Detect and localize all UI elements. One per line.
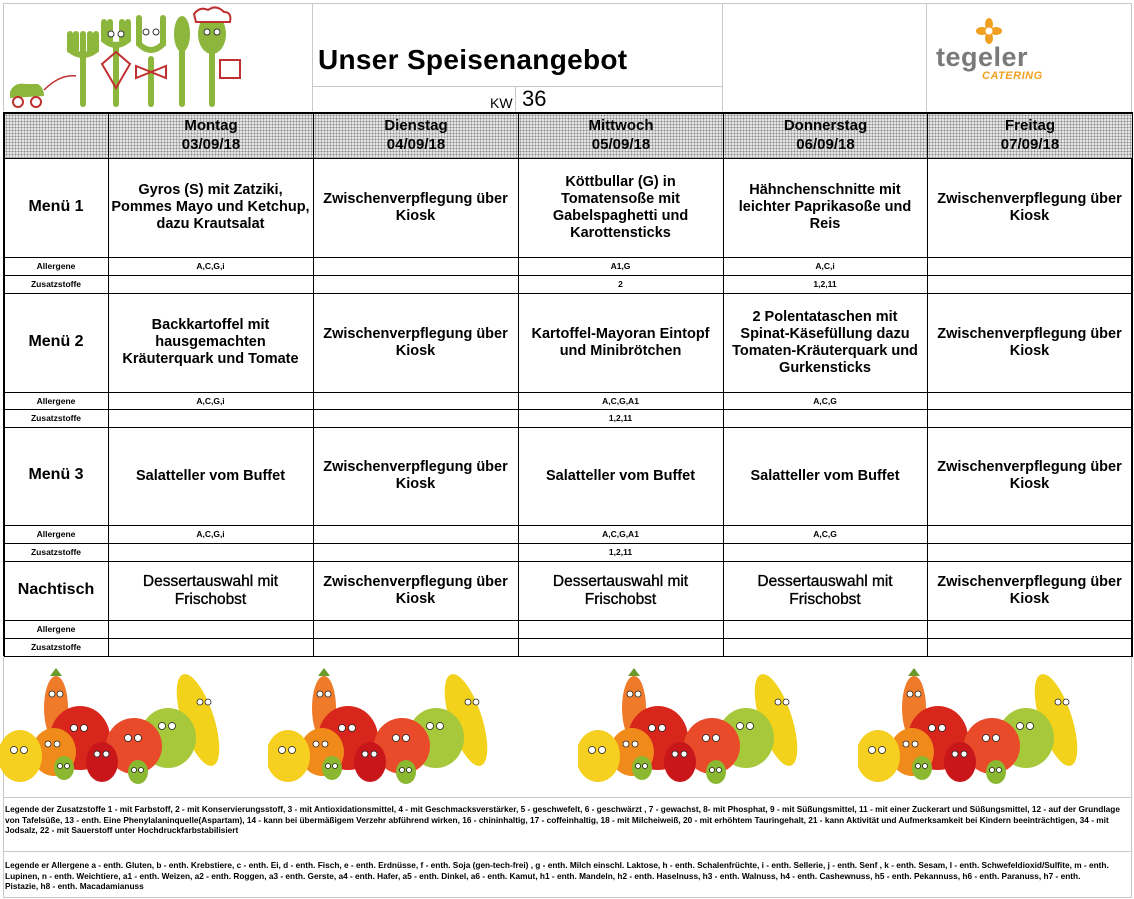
day-header — [109, 114, 313, 158]
allergene-row-label: Allergene — [36, 396, 76, 406]
dish-cell: Köttbullar (G) in Tomatensoße mit Gabelspaghetti und Karottensticks — [552, 173, 689, 241]
day-header — [724, 114, 927, 158]
day-date: 03/09/18 — [181, 136, 241, 153]
brand-name: tegeler — [936, 42, 1029, 72]
dish-cell: Kartoffel-Mayoran Eintopf und Minibrötchen — [531, 325, 710, 359]
dish-cell: Zwischenverpflegung über Kiosk — [937, 459, 1122, 492]
page-title: Unser Speisenangebot — [318, 44, 628, 75]
dish-cell: Hähnchenschnitte mit leichter Paprikasoße und Reis — [738, 182, 912, 232]
allergene-code: A,C,G — [813, 396, 837, 406]
fruit-group-image — [0, 668, 236, 786]
dish-cell: Zwischenverpflegung über Kiosk — [323, 190, 508, 224]
brand-subtitle: CATERING — [982, 70, 1043, 82]
menu-label: Nachtisch — [17, 580, 95, 598]
dish-cell: Salatteller vom Buffet — [750, 467, 900, 484]
fruit-group-image — [268, 668, 504, 786]
grid-line — [4, 638, 1132, 639]
grid-line — [4, 525, 1132, 526]
dish-cell: Dessertauswahl mit Frischobst — [142, 572, 279, 608]
day-header — [519, 114, 723, 158]
dish-cell: Salatteller vom Buffet — [135, 467, 286, 484]
grid-line — [4, 257, 1132, 258]
dish-cell: Zwischenverpflegung über Kiosk — [323, 459, 508, 492]
allergene-code: A,C,G,i — [196, 529, 225, 539]
day-header — [314, 114, 518, 158]
grid-line — [4, 275, 1132, 276]
allergene-legend: Legende er Allergene a - enth. Gluten, b - enth. Krebstiere, c - enth. Ei, d - enth. Fisch, e - enth. Erdnüsse, f - enth. Soja (gen-tech-frei) , g - enth. Milch einschl. Laktose, h - enth. Schalenfrüchte, i - enth. Sellerie, j - enth. Senf , k - enth. Sesam, l - enth. Schwefeldioxid/Sulfite, m - enth. Lupinen, n - enth. Weichtiere, a1 - enth. Weizen, a2 - enth. Roggen, a3 - enth. Gerste, a4 - enth. Hafer, a5 - enth. Dinkel, a6 - enth. Kamut, h1 - enth. Mandeln, h2 - enth. Haselnuss, h3 - enth. Walnuss, h4 - enth. Cashewnuss, h5 - enth. Pekannuss, h6 - enth. Paranuss, h7 - enth. Pistazie, h8 - enth. Macadamianuss — [5, 860, 1109, 891]
cutlery-family-logo — [4, 4, 254, 112]
day-date: 07/09/18 — [1000, 136, 1060, 153]
menu-label: Menü 2 — [28, 332, 84, 350]
menu-label: Menü 3 — [28, 466, 84, 483]
dish-cell: Dessertauswahl mit Frischobst — [552, 572, 689, 608]
dish-cell: Salatteller vom Buffet — [545, 467, 696, 484]
zusatzstoffe-row-label: Zusatzstoffe — [30, 547, 82, 557]
zusatzstoffe-code: 1,2,11 — [608, 413, 633, 423]
grid-line — [3, 851, 1131, 852]
allergene-code: A,C,G,i — [196, 261, 225, 271]
dish-cell: Zwischenverpflegung über Kiosk — [323, 573, 508, 607]
day-header — [928, 114, 1132, 158]
dish-cell: Zwischenverpflegung über Kiosk — [323, 325, 508, 359]
allergene-code: A,C,i — [815, 261, 835, 271]
dish-cell: Zwischenverpflegung über Kiosk — [937, 190, 1122, 224]
tegeler-catering-logo — [932, 18, 1122, 88]
zusatzstoffe-row-label: Zusatzstoffe — [30, 642, 82, 652]
grid-line — [3, 112, 5, 657]
dish-cell: Gyros (S) mit Zatziki, Pommes Mayo und Ketchup, dazu Krautsalat — [111, 182, 310, 232]
grid-line — [4, 620, 1132, 621]
grid-line — [4, 392, 1132, 393]
dish-cell: Backkartoffel mit hausgemachten Kräuterquark und Tomate — [122, 317, 299, 367]
header-corner — [5, 114, 108, 158]
allergene-row-label: Allergene — [36, 261, 76, 271]
day-date: 06/09/18 — [796, 136, 855, 153]
zusatzstoffe-legend: Legende der Zusatzstoffe 1 - mit Farbstoff, 2 - mit Konservierungsstoff, 3 - mit Antioxidationsmittel, 4 - mit Geschmacksverstärker, 5 - geschwefelt, 6 - geschwärzt , 7 - gewachst, 8- mit Phosphat, 9 - mit Süßungsmittel, 11 - mit einer Zuckerart und Süßungsmittel, 12 - auf der Grundlage von Tafelsüße, 13 - enth. Eine Phenylalaninquelle(Aspartam), 14 - kann bei übermäßigem Verzehr abführend wirken, 16 - chininhaltig, 17 - coffeinhaltig, 18 - mit Milcheiweiß, 20 - mit erhöhtem Tauringehalt, 21 - kann Aktivität und Aufmerksamkeit bei Kindern beeinträchtigen, 34 - mit Jodsalz, 22 - mit Sauerstoff unter Hochdruckfarbstabilisiert — [5, 804, 1120, 835]
menu-label: Menü 1 — [28, 197, 84, 215]
day-name: Montag — [184, 117, 238, 134]
fruit-group-image — [578, 668, 814, 786]
allergene-code: A,C,G,A1 — [602, 529, 639, 539]
allergene-row-label: Allergene — [36, 624, 76, 634]
zusatzstoffe-code: 1,2,11 — [608, 547, 633, 557]
dish-cell: Zwischenverpflegung über Kiosk — [937, 573, 1122, 607]
day-date: 05/09/18 — [591, 136, 651, 153]
dish-cell: Dessertauswahl mit Frischobst — [757, 572, 893, 608]
day-name: Mittwoch — [588, 117, 654, 134]
allergene-row-label: Allergene — [36, 529, 76, 539]
day-date: 04/09/18 — [386, 136, 446, 153]
flower-icon — [976, 18, 1002, 44]
grid-line — [4, 656, 1132, 657]
calendar-week-value: 36 — [522, 86, 547, 111]
day-name: Donnerstag — [783, 117, 868, 134]
dish-cell: 2 Polentataschen mit Spinat-Käsefüllung dazu Tomaten-Kräuterquark und Gurkensticks — [732, 308, 918, 376]
zusatzstoffe-row-label: Zusatzstoffe — [30, 279, 82, 289]
dish-cell: Zwischenverpflegung über Kiosk — [937, 325, 1122, 359]
zusatzstoffe-code: 1,2,11 — [813, 279, 837, 289]
day-name: Dienstag — [384, 117, 448, 134]
zusatzstoffe-code: 2 — [618, 279, 623, 289]
fruit-group-image — [858, 668, 1094, 786]
calendar-week-label: KW — [490, 95, 513, 111]
allergene-code: A,C,G,i — [196, 396, 225, 406]
day-name: Freitag — [1004, 117, 1055, 134]
allergene-code: A,C,G — [813, 529, 837, 539]
grid-line — [4, 543, 1132, 544]
allergene-code: A,C,G,A1 — [602, 396, 639, 406]
zusatzstoffe-row-label: Zusatzstoffe — [30, 413, 82, 423]
allergene-code: A1,G — [610, 261, 631, 271]
grid-line — [3, 797, 1131, 798]
grid-line — [3, 897, 1131, 898]
grid-line — [4, 409, 1132, 410]
